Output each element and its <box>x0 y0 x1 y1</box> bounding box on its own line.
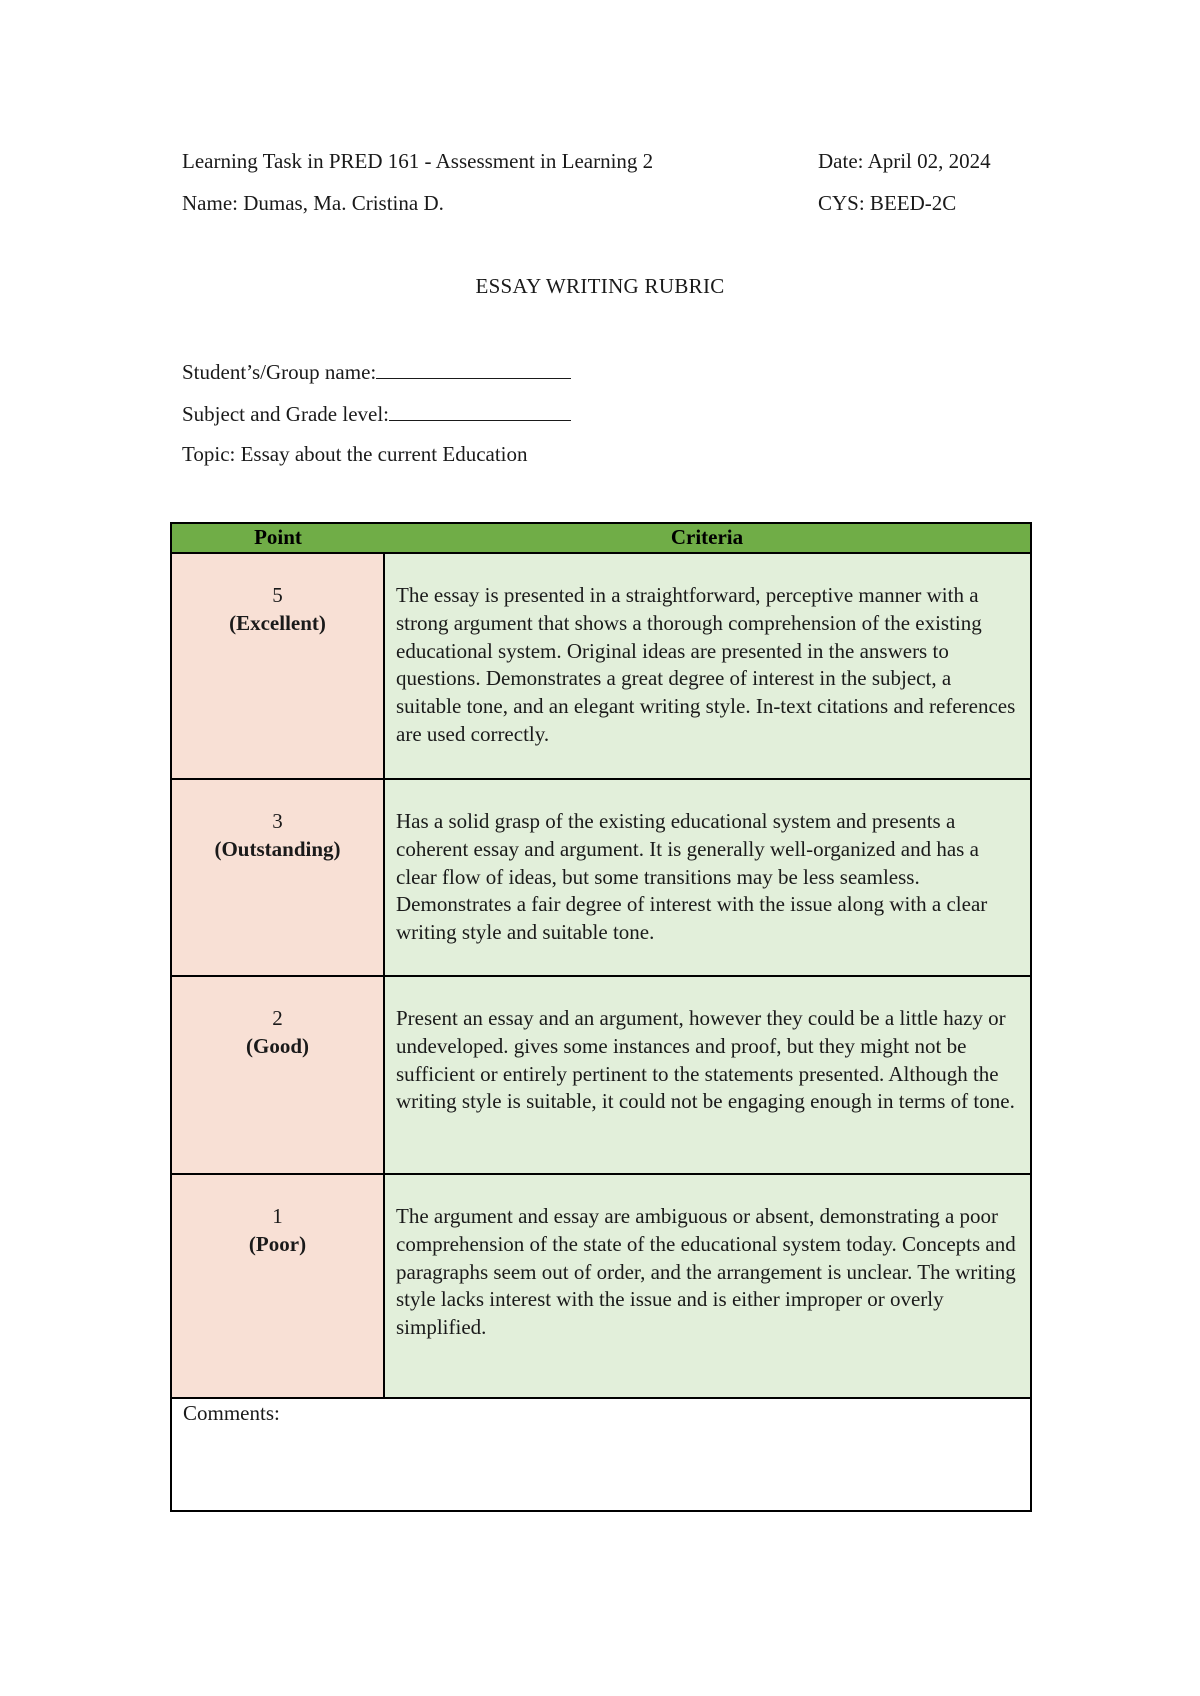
table-row <box>171 1174 1031 1398</box>
student-name: Name: Dumas, Ma. Cristina D. <box>182 191 444 215</box>
point-value: 3 <box>272 809 283 833</box>
comments-cell <box>171 1398 1031 1511</box>
header-point: Point <box>171 523 384 553</box>
point-cell <box>171 976 384 1174</box>
point-label: (Excellent) <box>229 610 326 635</box>
table-header-row <box>171 523 1031 553</box>
point-cell <box>171 779 384 976</box>
criteria-cell <box>384 976 1031 1174</box>
point-label: (Poor) <box>248 1231 307 1256</box>
comments-label: Comments: <box>183 1401 280 1425</box>
comments-row <box>171 1398 1031 1511</box>
criteria-text: The essay is presented in a straightforward, perceptive manner with a strong argument that shows a thorough comprehension of the existing educational system. Original ideas are presented in the answers to questions. Demonstrates a great degree of interest in the subject, a suitable tone, and an elegant writing style. In-text citations and references are used correctly. <box>396 583 1016 746</box>
point-cell <box>171 1174 384 1398</box>
criteria-text: The argument and essay are ambiguous or absent, demonstrating a poor comprehension of the state of the educational system today. Concepts and paragraphs seem out of order, and the arrangement is unclear. The writing style lacks interest with the issue and is either improper or overly simplified. <box>396 1204 1016 1340</box>
criteria-text: Present an essay and an argument, however they could be a little hazy or undeveloped. gives some instances and proof, but they might not be sufficient or entirely pertinent to the statements presented. Although the writing style is suitable, it could not be engaging enough in terms of tone. <box>396 1006 1015 1114</box>
criteria-text: Has a solid grasp of the existing educational system and presents a coherent essay and argument. It is generally well-organized and has a clear flow of ideas, but some transitions may be less seamless. Demonstrates a fair degree of interest with the issue along with a clear writing style and suitable tone. <box>396 809 988 945</box>
table-row <box>171 976 1031 1174</box>
criteria-cell <box>384 779 1031 976</box>
student-group-blank <box>376 358 571 379</box>
point-cell <box>171 553 384 779</box>
cys-text: CYS: BEED-2C <box>818 191 957 215</box>
student-group-field <box>182 358 571 385</box>
point-label: (Outstanding) <box>214 836 341 861</box>
point-value: 5 <box>272 583 283 607</box>
rubric-table <box>170 522 1032 1512</box>
point-value: 2 <box>272 1006 283 1030</box>
point-value: 1 <box>272 1204 283 1228</box>
topic-line: Topic: Essay about the current Education <box>182 442 528 466</box>
date-text: Date: April 02, 2024 <box>818 149 991 173</box>
subject-grade-field <box>182 400 571 427</box>
task-title: Learning Task in PRED 161 - Assessment in Learning 2 <box>182 149 654 173</box>
table-row <box>171 553 1031 779</box>
student-group-label: Student’s/Group name: <box>182 360 377 384</box>
table-row <box>171 779 1031 976</box>
header-criteria: Criteria <box>384 523 1031 553</box>
subject-grade-blank <box>389 400 571 421</box>
point-label: (Good) <box>246 1033 309 1058</box>
page-title: ESSAY WRITING RUBRIC <box>475 274 725 298</box>
criteria-cell <box>384 1174 1031 1398</box>
criteria-cell <box>384 553 1031 779</box>
subject-grade-label: Subject and Grade level: <box>182 402 390 426</box>
